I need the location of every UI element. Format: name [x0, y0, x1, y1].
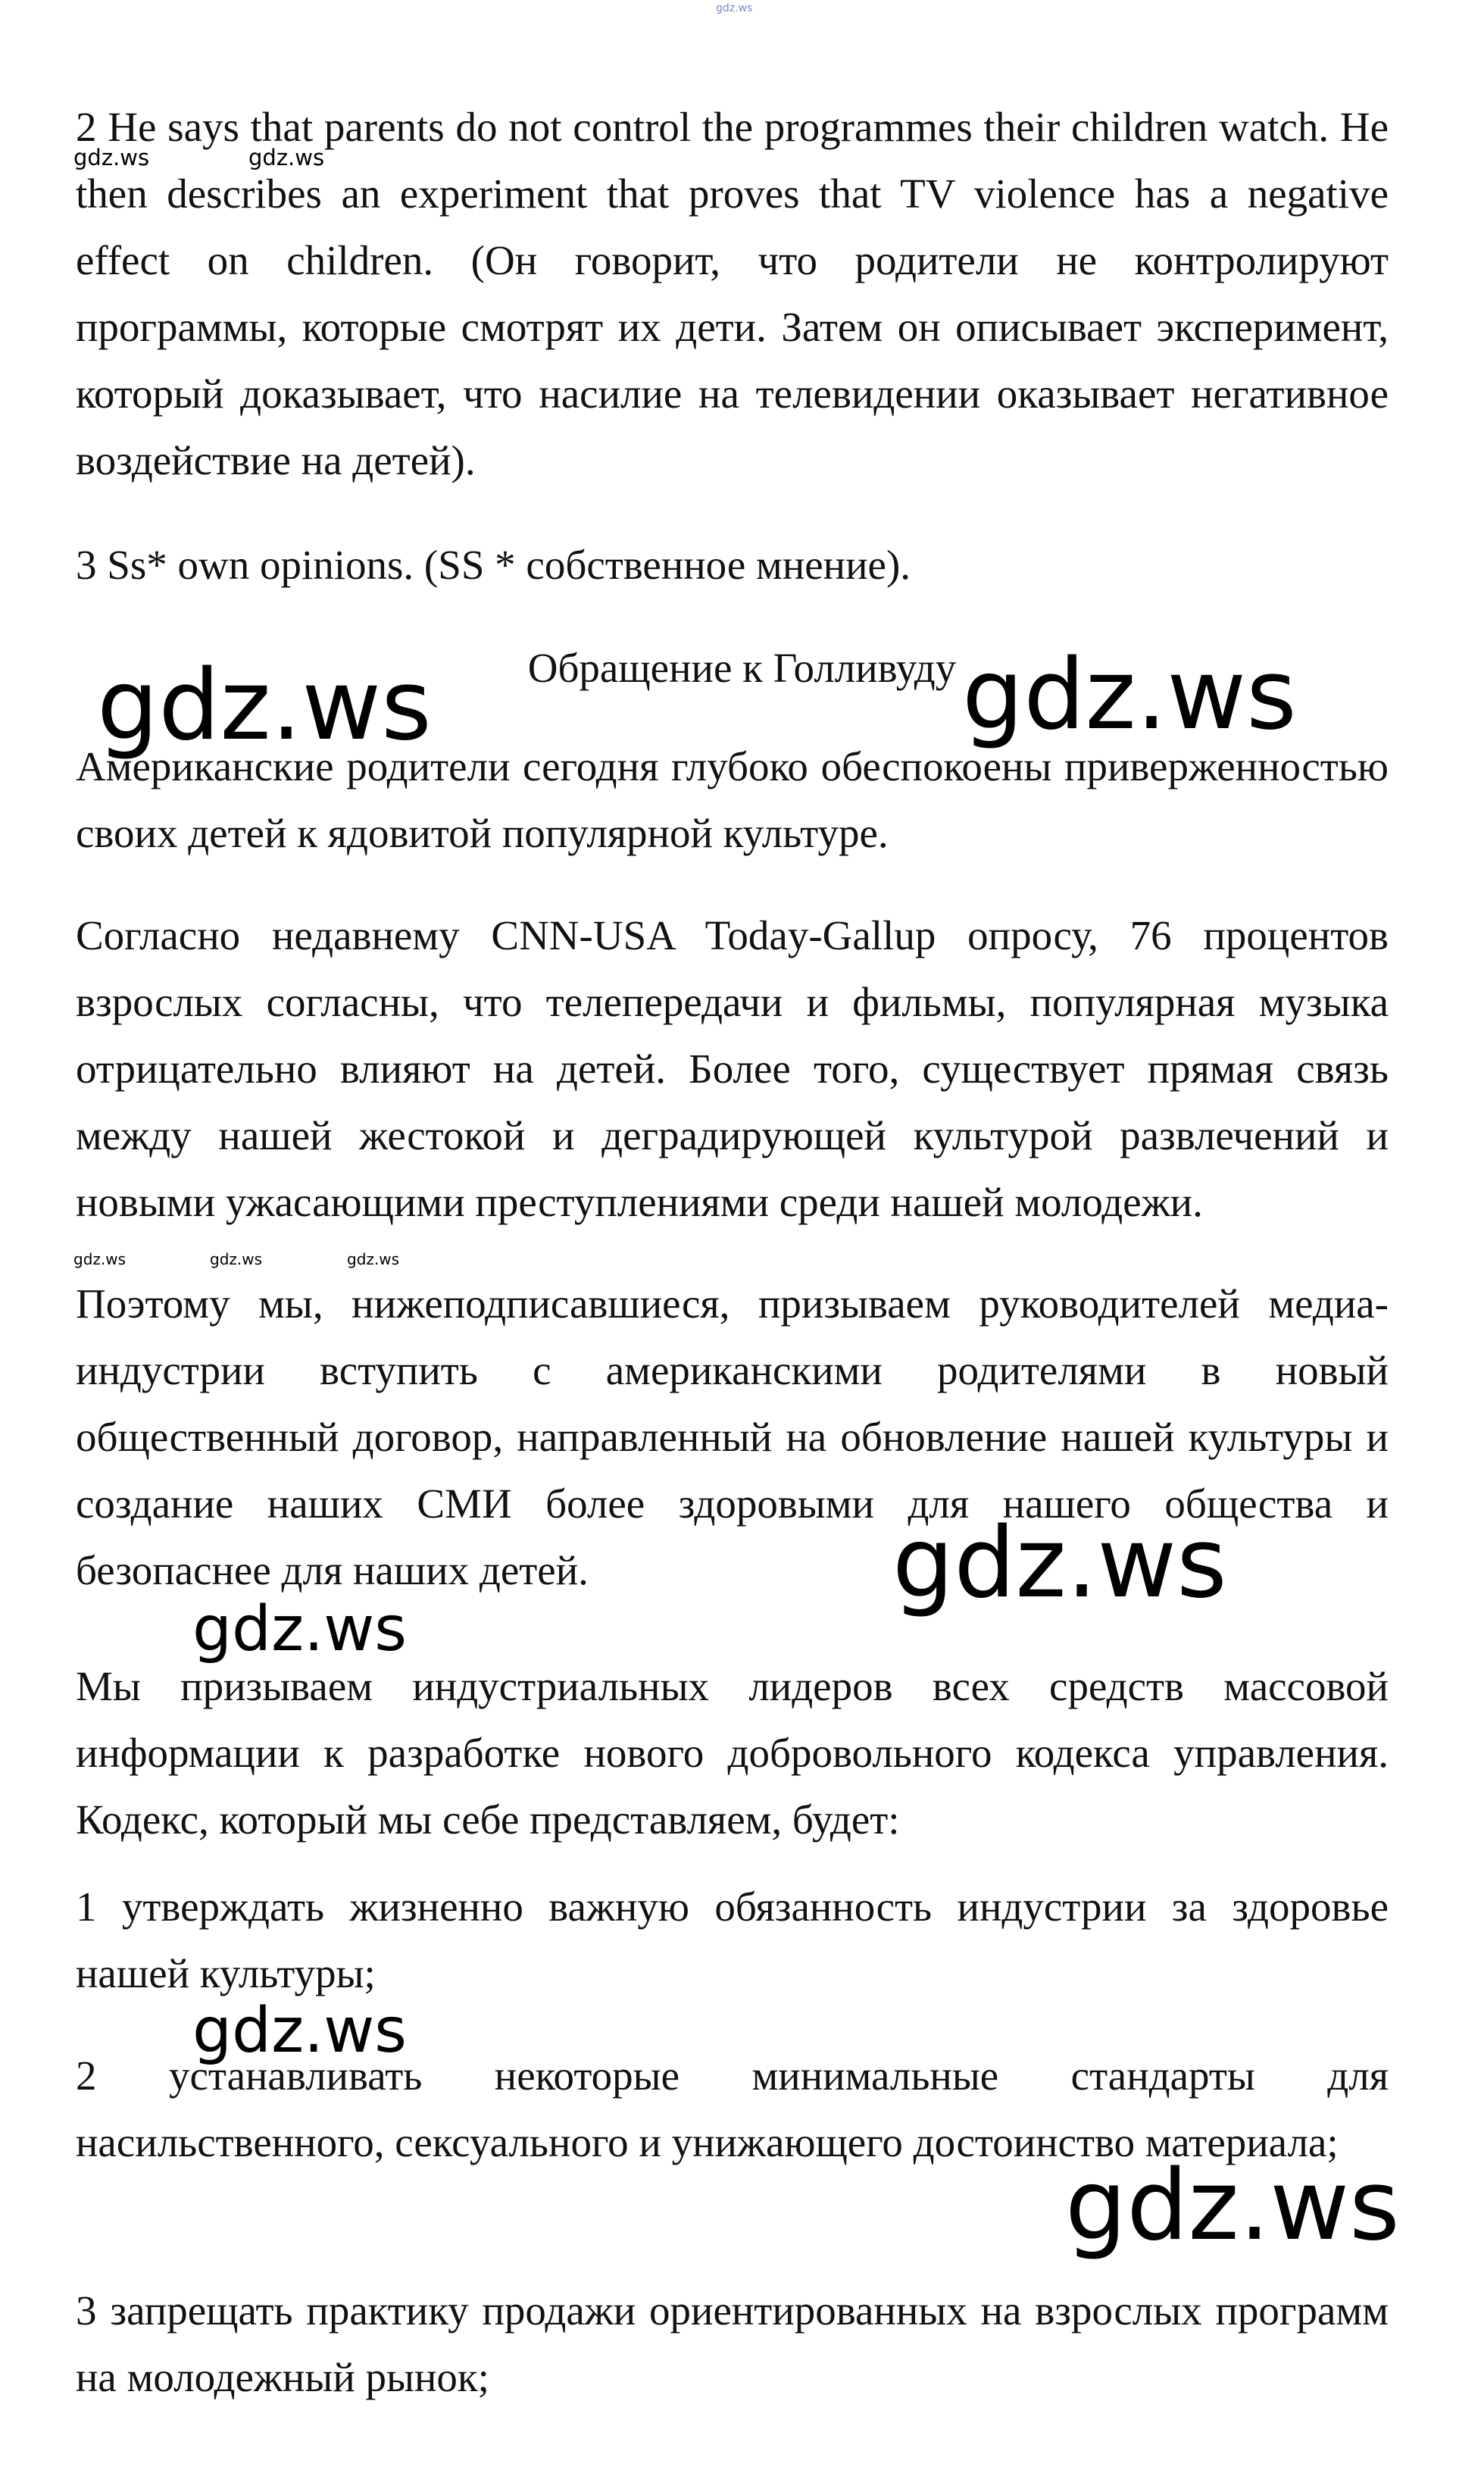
watermark-medium: gdz.ws [192, 1995, 407, 2067]
watermark-large: gdz.ws [892, 1507, 1227, 1620]
paragraph-code-item-1: 1 утверждать жизненно важную обязанность индустрии за здоровье нашей культуры; [76, 1884, 1389, 1996]
watermark-tiny: gdz.ws [210, 1250, 263, 1268]
watermark-small: gdz.ws [73, 145, 150, 170]
paragraph-answer-3: 3 Ss* own opinions. (SS * собственное мнение). [76, 542, 911, 588]
watermark-tiny: gdz.ws [73, 1250, 127, 1268]
paragraph-gallup-poll: Согласно недавнему CNN-USA Today-Gallup опросу, 76 процентов взрослых согласны, что телепередачи и фильмы, популярная музыка отрицательно влияют на детей. Более того, существует прямая связь между нашей жестокой и деградирующей культурой развлечений и новыми ужасающими преступлениями среди нашей молодежи. [76, 912, 1389, 1225]
watermark-tiny: gdz.ws [347, 1250, 400, 1268]
header-watermark: gdz.ws [716, 2, 753, 14]
watermark-large: gdz.ws [1065, 2149, 1400, 2262]
paragraph-social-contract: Поэтому мы, нижеподписавшиеся, призываем руководителей медиа-индустрии вступить с американскими родителями в новый общественный договор, направленный на обновление нашей культуры и создание наших СМИ более здоровыми для нашего общества и безопаснее для наших детей. [76, 1280, 1389, 1593]
watermark-medium: gdz.ws [192, 1593, 407, 1665]
paragraph-answer-2: 2 He says that parents do not control the programmes their children watch. He then describes an experiment that proves that TV violence has a negative effect on children. (Он говорит, что родители не контролируют программы, которые смотрят их дети. Затем он описывает эксперимент, который доказывает, что насилие на телевидении оказывает негативное воздействие на детей). [76, 104, 1389, 483]
paragraph-parents-concern: Американские родители сегодня глубоко обеспокоены приверженностью своих детей к ядовитой популярной культуре. [76, 743, 1389, 856]
paragraph-code-item-3: 3 запрещать практику продажи ориентированных на взрослых программ на молодежный рынок; [76, 2287, 1389, 2400]
letter-title: Обращение к Голливуду [527, 645, 957, 691]
watermark-small: gdz.ws [248, 145, 325, 170]
watermark-large: gdz.ws [97, 649, 432, 762]
paragraph-code-item-2: 2 устанавливать некоторые минимальные стандарты для насильственного, сексуального и унижающего достоинство материала; [76, 2052, 1389, 2165]
watermark-large: gdz.ws [962, 639, 1297, 752]
paragraph-code-appeal: Мы призываем индустриальных лидеров всех средств массовой информации к разработке нового добровольного кодекса управления. Кодекс, который мы себе представляем, будет: [76, 1663, 1389, 1843]
